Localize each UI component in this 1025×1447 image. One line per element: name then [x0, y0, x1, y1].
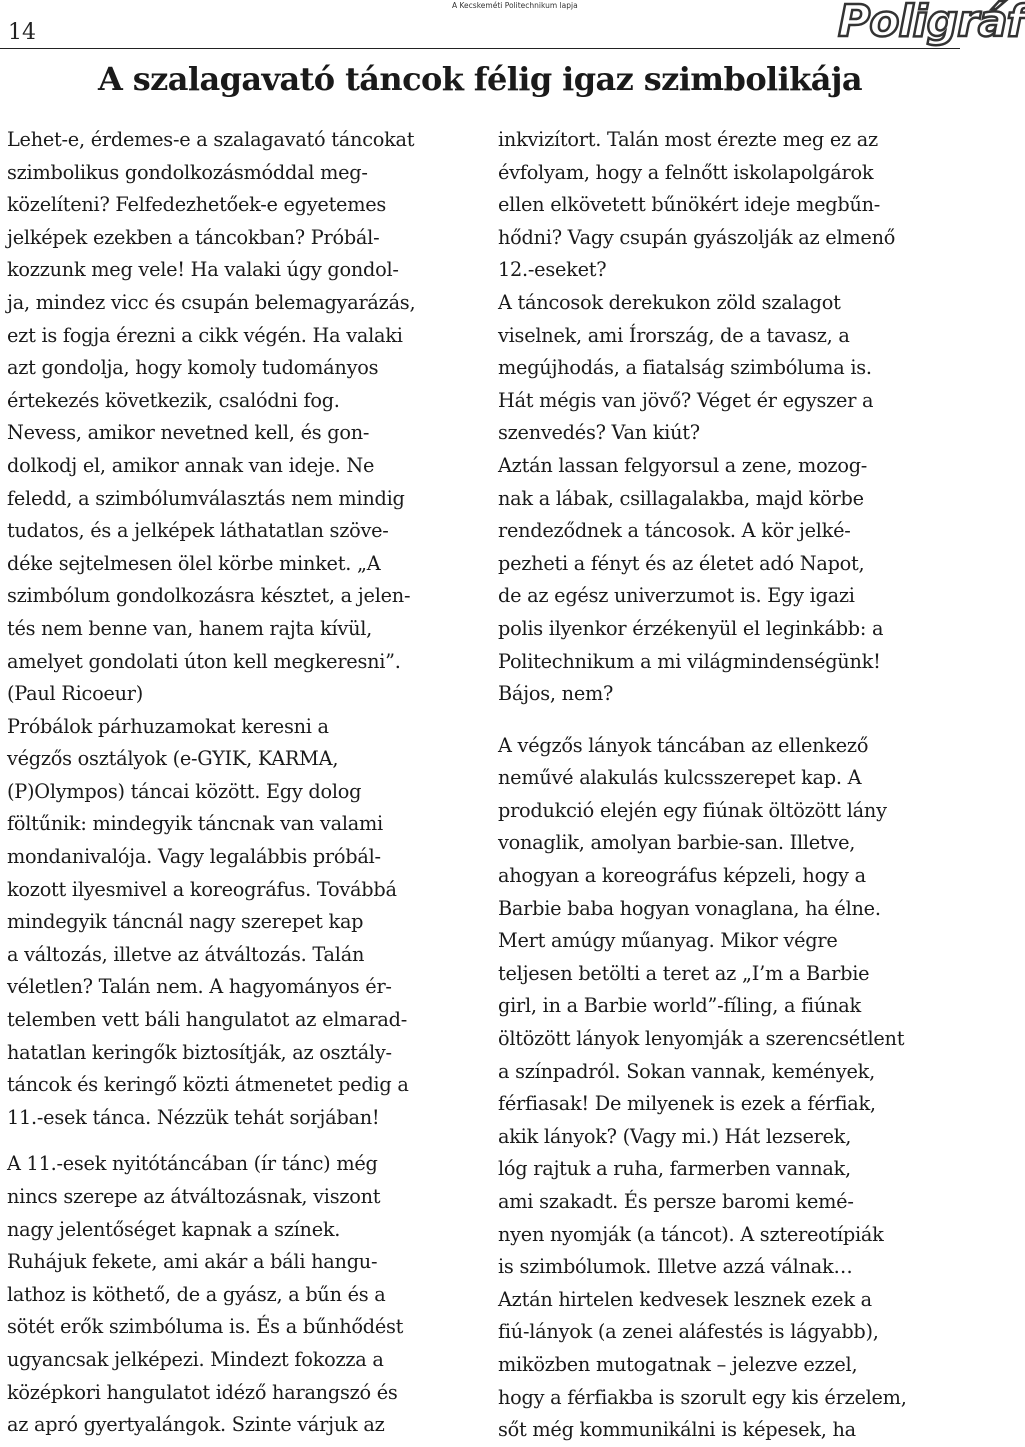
paragraph-gap: [7, 1134, 462, 1148]
text-line: Nevess, amikor nevetned kell, és gon-: [7, 421, 370, 445]
text-line: Hát mégis van jövő? Véget ér egyszer a: [498, 388, 874, 412]
text-line: Lehet-e, érdemes-e a szalagavató táncokat: [7, 128, 415, 151]
text-line: föltűnik: mindegyik táncnak van valami: [7, 812, 383, 836]
right-column-part-a: [498, 124, 953, 711]
left-column-part-a: [7, 124, 462, 1134]
text-line: déke sejtelmesen ölel körbe minket. „A: [7, 551, 381, 575]
text-line: tés nem benne van, hanem rajta kívül,: [7, 616, 373, 640]
text-line: Próbálok párhuzamokat keresni a: [7, 714, 329, 738]
text-line: fiú-lányok (a zenei aláfestés is lágyabb),: [498, 1320, 879, 1344]
text-line: vonaglik, amolyan barbie-san. Illetve,: [498, 831, 856, 855]
text-line: szenvedés? Van kiút?: [498, 421, 700, 445]
logo-tagline: A Kecskeméti Politechnikum lapja: [452, 1, 578, 10]
paragraph-gap: [498, 711, 953, 730]
text-line: jelképek ezekben a táncokban? Próbál-: [7, 225, 380, 249]
text-line: nyen nyomják (a táncot). A sztereotípiák: [498, 1222, 884, 1246]
text-line: miközben mutogatnak – jelezve ezzel,: [498, 1352, 858, 1376]
text-line: végzős osztályok (e-GYIK, KARMA,: [7, 747, 339, 771]
text-line: mondanivalója. Vagy legalábbis próbál-: [7, 845, 381, 869]
article-title: A szalagavató táncok félig igaz szimbolikája: [98, 60, 862, 98]
text-line: amelyet gondolati úton kell megkeresni”.: [7, 649, 401, 673]
text-line: sötét erők szimbóluma is. És a bűnhődést: [7, 1315, 404, 1339]
left-column-part-b: [7, 1148, 462, 1441]
text-line: tudatos, és a jelképek láthatatlan szöve-: [7, 519, 389, 543]
text-line: Aztán hirtelen kedvesek lesznek ezek a: [498, 1287, 872, 1311]
text-line: is szimbólumok. Illetve azzá válnak…: [498, 1255, 853, 1279]
text-line: Bájos, nem?: [498, 682, 614, 706]
text-line: (P)Olympos) táncai között. Egy dolog: [7, 779, 362, 803]
text-line: öltözött lányok lenyomják a szerencsétlent: [498, 1027, 905, 1051]
text-line: A táncosok derekukon zöld szalagot: [498, 290, 841, 314]
text-line: pezheti a fényt és az életet adó Napot,: [498, 551, 865, 575]
text-line: hődni? Vagy csupán gyászolják az elmenő: [498, 225, 896, 249]
text-line: lóg rajtuk a ruha, farmerben vannak,: [498, 1157, 851, 1181]
text-line: férfiasak! De milyenek is ezek a férfiak,: [498, 1092, 876, 1116]
text-line: viselnek, ami Írország, de a tavasz, a: [498, 323, 850, 347]
text-line: az apró gyertyalángok. Szinte várjuk az: [7, 1413, 385, 1437]
text-line: nak a lábak, csillagalakba, majd körbe: [498, 486, 864, 510]
text-line: lathoz is köthető, de a gyász, a bűn és a: [7, 1282, 386, 1306]
text-line: de az egész univerzumot is. Egy igazi: [498, 584, 855, 608]
right-column-part-b: [498, 730, 953, 1447]
text-line: táncok és keringő közti átmenetet pedig a: [7, 1073, 409, 1097]
text-line: hogy a férfiakba is szorult egy kis érzelem,: [498, 1385, 907, 1409]
text-line: szimbolikus gondolkozásmóddal meg-: [7, 160, 368, 184]
text-line: értekezés következik, csalódni fog.: [7, 388, 340, 412]
header-rule: [0, 48, 960, 49]
text-line: rendeződnek a táncosok. A kör jelké-: [498, 519, 851, 543]
text-line: középkori hangulatot idéző harangszó és: [7, 1380, 398, 1404]
text-line: neművé alakulás kulcsszerepet kap. A: [498, 766, 862, 790]
text-line: ezt is fogja érezni a cikk végén. Ha valaki: [7, 323, 403, 347]
text-line: a változás, illetve az átváltozás. Talán: [7, 942, 365, 966]
text-line: Politechnikum a mi világmindenségünk!: [498, 649, 881, 673]
text-line: a színpadról. Sokan vannak, kemények,: [498, 1059, 875, 1083]
left-column: [7, 124, 462, 1442]
text-line: Aztán lassan felgyorsul a zene, mozog-: [498, 453, 868, 477]
text-line: ugyancsak jelképezi. Mindezt fokozza a: [7, 1347, 384, 1371]
text-line: akik lányok? (Vagy mi.) Hát lezserek,: [498, 1124, 852, 1148]
logo-wordmark: Poligráf: [838, 0, 1025, 47]
text-line: ja, mindez vicc és csupán belemagyarázás,: [7, 290, 416, 314]
text-line: Barbie baba hogyan vonaglana, ha élne.: [498, 896, 881, 920]
text-line: A 11.-esek nyitótáncában (ír tánc) még: [7, 1152, 378, 1176]
text-line: inkvizítort. Talán most érezte meg ez az: [498, 128, 878, 151]
text-line: közelíteni? Felfedezhetőek-e egyetemes: [7, 193, 387, 217]
text-line: 11.-esek tánca. Nézzük tehát sorjában!: [7, 1105, 380, 1129]
page-number: 14: [8, 20, 36, 45]
text-line: ahogyan a koreográfus képzeli, hogy a: [498, 864, 866, 888]
text-line: sőt még kommunikálni is képesek, ha: [498, 1418, 856, 1442]
text-line: A végzős lányok táncában az ellenkező: [498, 733, 869, 757]
text-line: nagy jelentőséget kapnak a színek.: [7, 1217, 341, 1241]
page-header: [0, 0, 1025, 52]
text-line: nincs szerepe az átváltozásnak, viszont: [7, 1185, 381, 1208]
text-line: 12.-eseket?: [498, 258, 607, 282]
text-line: teljesen betölti a teret az „I’m a Barbie: [498, 961, 870, 985]
text-line: ami szakadt. És persze baromi kemé-: [498, 1190, 854, 1213]
right-column: [498, 124, 953, 1447]
text-line: ellen elkövetett bűnökért ideje megbűn-: [498, 193, 881, 217]
text-line: véletlen? Talán nem. A hagyományos ér-: [7, 975, 392, 999]
text-line: Ruhájuk fekete, ami akár a báli hangu-: [7, 1250, 378, 1274]
text-line: megújhodás, a fiatalság szimbóluma is.: [498, 356, 872, 380]
text-line: azt gondolja, hogy komoly tudományos: [7, 356, 379, 380]
text-line: hatatlan keringők biztosítják, az osztály-: [7, 1040, 392, 1064]
text-line: polis ilyenkor érzékenyül el leginkább: a: [498, 616, 884, 640]
text-line: feledd, a szimbólumválasztás nem mindig: [7, 486, 405, 510]
text-line: (Paul Ricoeur): [7, 682, 143, 706]
text-line: szimbólum gondolkozásra késztet, a jelen-: [7, 584, 411, 608]
text-line: girl, in a Barbie world”-fíling, a fiúnak: [498, 994, 861, 1018]
text-line: mindegyik táncnál nagy szerepet kap: [7, 910, 364, 934]
text-line: kozzunk meg vele! Ha valaki úgy gondol-: [7, 258, 399, 282]
text-line: kozott ilyesmivel a koreográfus. Továbbá: [7, 877, 397, 901]
text-line: telemben vett báli hangulatot az elmarad-: [7, 1008, 407, 1032]
text-line: évfolyam, hogy a felnőtt iskolapolgárok: [498, 160, 874, 184]
text-line: Mert amúgy műanyag. Mikor végre: [498, 929, 838, 953]
text-line: produkció elején egy fiúnak öltözött lány: [498, 798, 887, 822]
text-line: dolkodj el, amikor annak van ideje. Ne: [7, 453, 375, 477]
